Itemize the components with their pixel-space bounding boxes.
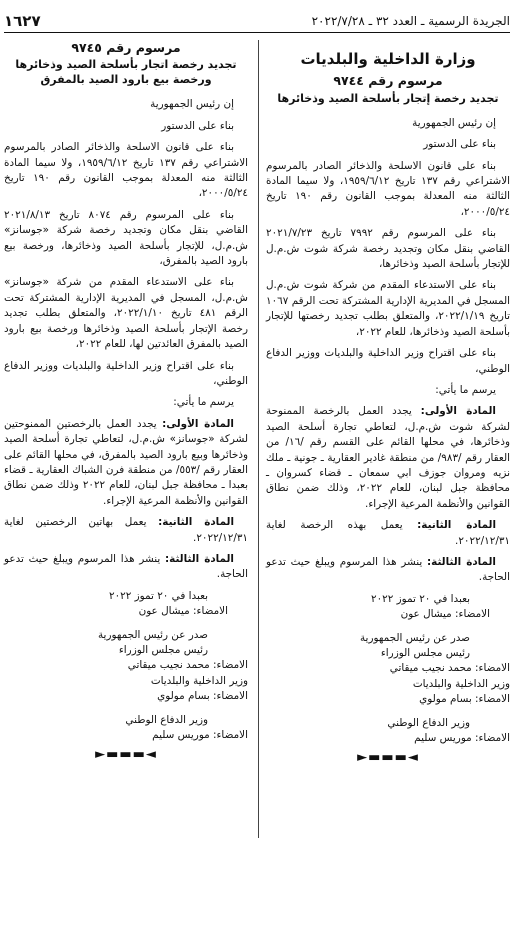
article-text: يجدد العمل بالرخصة الممنوحة لشركة شوت ش.م.ل، لتعاطي تجارة أسلحة الصيد وذخائرها، في محلها القائم على القسم رقم /١٦/ من العقار رقم /٩٨٣/ من منطقة غادير العقارية ـ جونية ـ ملك نزيه ومروان جوزف ابي سمعان ـ قضاء كسروان ـ محافظة جبل لبنان، للعام ٢٠٢٢، وذلك ضمن نطاق القوانين والأنظمة المرعية الإجراء. [266,405,511,510]
article-text: يعمل بهاتين الرخصتين لغاية ٢٠٢٢/١٢/٣١. [4,516,248,544]
article-label: المادة الأولى: [162,417,234,430]
paragraph: بناء على الدستور [423,138,496,151]
signature-president: الامضاء: ميشال عون [138,605,228,618]
article-2 [4,515,248,546]
decree-title: مرسوم رقم ٩٧٤٥ [71,40,181,55]
article-label: المادة الأولى: [420,405,496,418]
article-label: المادة الثانية: [158,516,235,529]
paragraph: إن رئيس الجمهورية [412,116,496,129]
paragraph: بناء على الاستدعاء المقدم من شركة شوت ش.م.ل المسجل في المديرية الإدارية المشتركة تحت الرقم ١٠٦٧ تاريخ ٢٠٢٢/١/١٩، والمتعلق بطلب تجديد رخصتها للإتجار بأسلحة الصيد وذخائرها، للعام ٢٠٢٢، [266,279,510,338]
article-1 [266,404,510,512]
end-ornament: ◄▬▬▬► [95,747,157,763]
signature-defense-minister: الامضاء: موريس سليم [414,732,510,745]
interior-minister-title: وزير الداخلية والبلديات [412,677,510,690]
decrees-heading: يرسم ما يأتي: [173,396,234,409]
page-number: ١٦٢٧ [4,12,41,30]
prime-minister-title: رئيس مجلس الوزراء [118,644,208,656]
paragraph: بناء على المرسوم رقم ٨٠٧٤ تاريخ ٢٠٢١/٨/١٣ القاضي بنقل مكان وتجديد رخصة شركة «جوسانز» ش.م.ل، للإتجار بأسلحة الصيد وذخائرها، ورخصة بيع بارود الصيد بالمفرق، [4,208,248,268]
publication-info: الجريدة الرسمية ـ العدد ٣٢ ـ ٢٠٢٢/٧/٢٨ [311,14,510,28]
signature-prime-minister: الامضاء: محمد نجيب ميقاتي [127,659,248,672]
article-2 [266,518,510,549]
paragraph: بناء على اقتراح وزير الداخلية والبلديات ووزير الدفاع الوطني، [4,359,248,387]
signature-interior-minister: الامضاء: بسام مولوي [419,693,510,706]
article-text: ينشر هذا المرسوم ويبلغ حيث تدعو الحاجة. [4,552,248,581]
prime-minister-title: رئيس مجلس الوزراء [380,647,470,659]
paragraph: بناء على قانون الاسلحة والذخائر الصادر بالمرسوم الاشتراعي رقم ١٣٧ تاريخ ١٩٥٩/٦/١٢، ولا سيما المادة الثالثة منه المعدلة بموجب القانون رقم ١٩٠ تاريخ ٢٠٠٠/٥/٢٤، [4,141,249,200]
signature-president: الامضاء: ميشال عون [400,608,490,621]
end-ornament: ◄▬▬▬► [357,750,419,766]
signature-defense-minister: الامضاء: موريس سليم [152,729,248,742]
decree-subject: تجديد رخصة إتجار بأسلحة الصيد وذخائرها [277,91,499,105]
decree-subject-line1: تجديد رخصة اتجار بأسلحة الصيد وذخائرها [15,58,237,72]
paragraph: بناء على الدستور [161,119,234,132]
paragraph: بناء على قانون الاسلحة والذخائر الصادر بالمرسوم الاشتراعي رقم ١٣٧ تاريخ ١٩٥٩/٦/١٢، ولا سيما المادة الثالثة منه المعدلة بموجب القانون رقم ١٩٠ تاريخ ٢٠٠٠/٥/٢٤، [266,159,511,218]
decrees-heading: يرسم ما يأتي: [435,383,496,396]
defense-minister-title: وزير الدفاع الوطني [387,716,470,729]
article-3 [4,552,248,583]
issued-by: صدر عن رئيس الجمهورية [359,631,470,644]
defense-minister-title: وزير الدفاع الوطني [125,713,208,726]
paragraph: بناء على اقتراح وزير الداخلية والبلديات ووزير الدفاع الوطني، [266,347,510,375]
decree-9744-column [266,38,510,766]
decree-subject-line2: ورخصة بيع بارود الصيد بالمفرق [40,73,212,87]
interior-minister-title: وزير الداخلية والبلديات [150,674,248,687]
signature-date: بعبدا في ٢٠ تموز ٢٠٢٢ [108,589,208,602]
decree-9745-column [4,38,248,763]
article-label: المادة الثالثة: [164,552,234,565]
article-1 [4,417,248,509]
paragraph: إن رئيس الجمهورية [150,98,234,111]
issued-by: صدر عن رئيس الجمهورية [97,628,208,641]
article-label: المادة الثالثة: [426,555,496,568]
decree-title: مرسوم رقم ٩٧٤٤ [333,73,443,89]
article-text: يجدد العمل بالرخصتين الممنوحتين لشركة «جوسانز» ش.م.ل، لتعاطي تجارة أسلحة الصيد وذخائرها وبيع بارود الصيد بالمفرق، في محلها القائم على العقار رقم /٥٥٣/ من منطقة فرن الشباك العقارية ـ قضاء بعبدا ـ محافظة جبل لبنان، للعام ٢٠٢٢ وذلك ضمن نطاق القوانين والأنظمة المرعية الإجراء. [4,417,249,507]
column-divider [258,40,259,838]
paragraph: بناء على الاستدعاء المقدم من شركة «جوسانز» ش.م.ل، المسجل في المديرية الإدارية المشتركة تحت الرقم ٤٨١ تاريخ ٢٠٢٢/١/١٠، والمتعلق بطلب تجديد رخصة الإتجار بأسلحة الصيد وذخائرها ورخصة بيع بارود الصيد بالمفرق العائدتين لها، للعام ٢٠٢٢، [4,276,248,351]
paragraph: بناء على المرسوم رقم ٧٩٩٢ تاريخ ٢٠٢١/٧/٢٣ القاضي بنقل مكان وتجديد رخصة شركة شوت ش.م.ل للإتجار بأسلحة الصيد وذخائرها، [266,227,510,271]
article-text: ينشر هذا المرسوم ويبلغ حيث تدعو الحاجة. [266,555,510,584]
article-text: يعمل بهذه الرخصة لغاية ٢٠٢٢/١٢/٣١. [266,519,510,547]
signature-date: بعبدا في ٢٠ تموز ٢٠٢٢ [370,592,470,605]
article-label: المادة الثانية: [417,519,497,532]
signature-interior-minister: الامضاء: بسام مولوي [157,690,248,703]
ministry-heading: وزارة الداخلية والبلديات [300,50,476,68]
page-header [4,10,510,33]
signature-prime-minister: الامضاء: محمد نجيب ميقاتي [389,662,510,675]
article-3 [266,555,510,586]
